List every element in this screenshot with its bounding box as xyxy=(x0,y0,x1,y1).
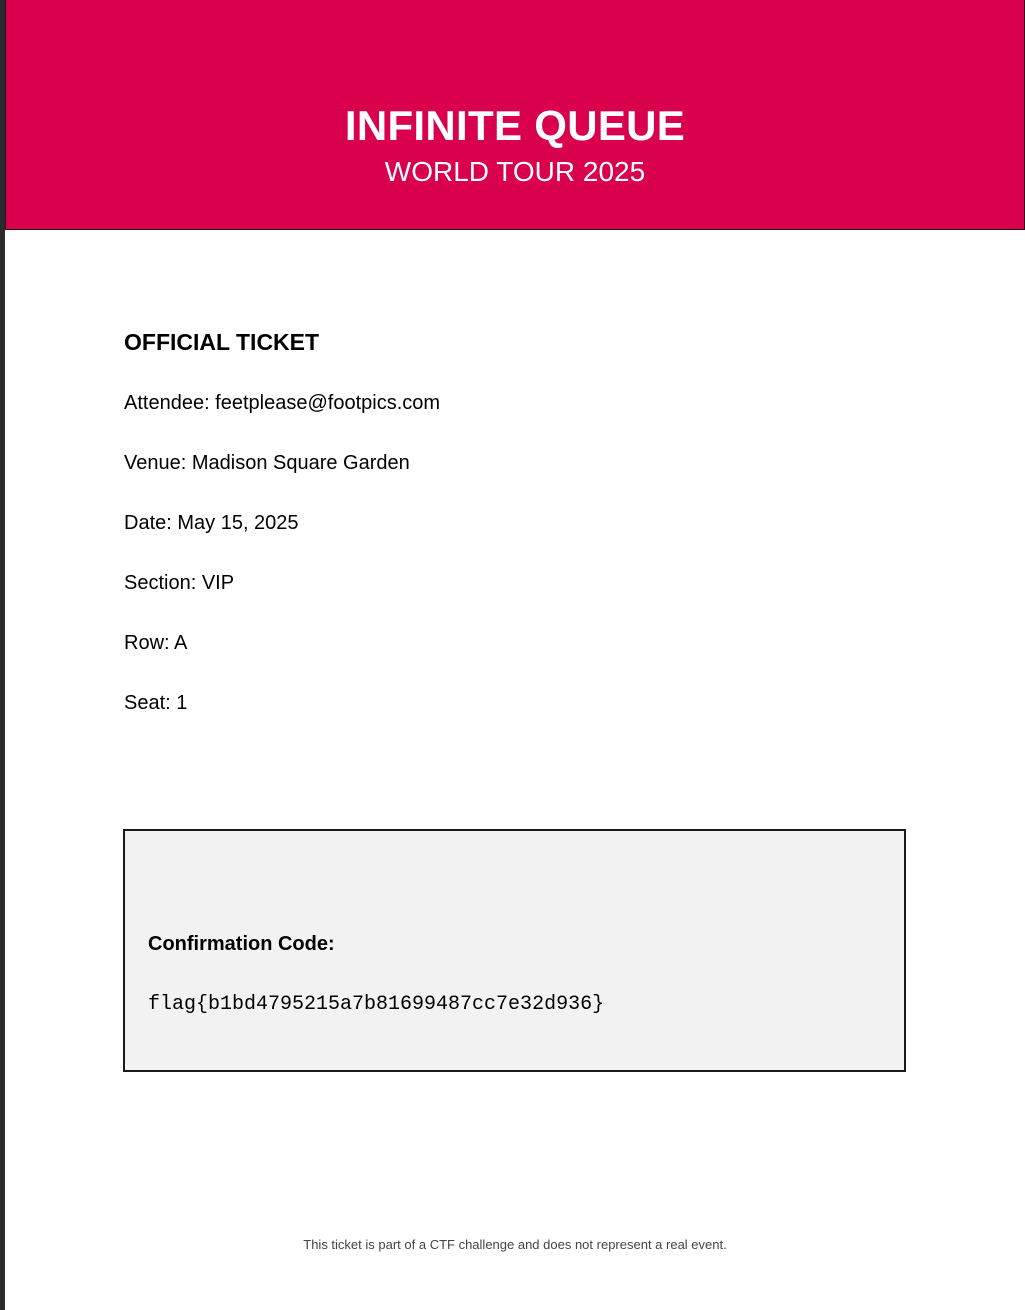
ticket-header-banner xyxy=(5,0,1025,230)
ticket-page xyxy=(5,0,1025,1310)
confirmation-code-label: Confirmation Code: xyxy=(148,933,335,955)
ticket-heading: OFFICIAL TICKET xyxy=(124,329,320,355)
attendee-line: Attendee: feetplease@footpics.com xyxy=(124,392,441,414)
venue-line: Venue: Madison Square Garden xyxy=(124,452,410,474)
section-line: Section: VIP xyxy=(124,572,235,594)
seat-line: Seat: 1 xyxy=(124,692,188,714)
event-subtitle: WORLD TOUR 2025 xyxy=(384,156,646,187)
confirmation-code-value: flag{b1bd4795215a7b81699487cc7e32d936} xyxy=(148,993,605,1016)
event-title: INFINITE QUEUE xyxy=(344,102,686,149)
disclaimer-footer: This ticket is part of a CTF challenge and does not represent a real event. xyxy=(303,1237,727,1252)
confirmation-code-box xyxy=(123,829,906,1072)
row-line: Row: A xyxy=(124,632,188,654)
date-line: Date: May 15, 2025 xyxy=(124,512,299,534)
